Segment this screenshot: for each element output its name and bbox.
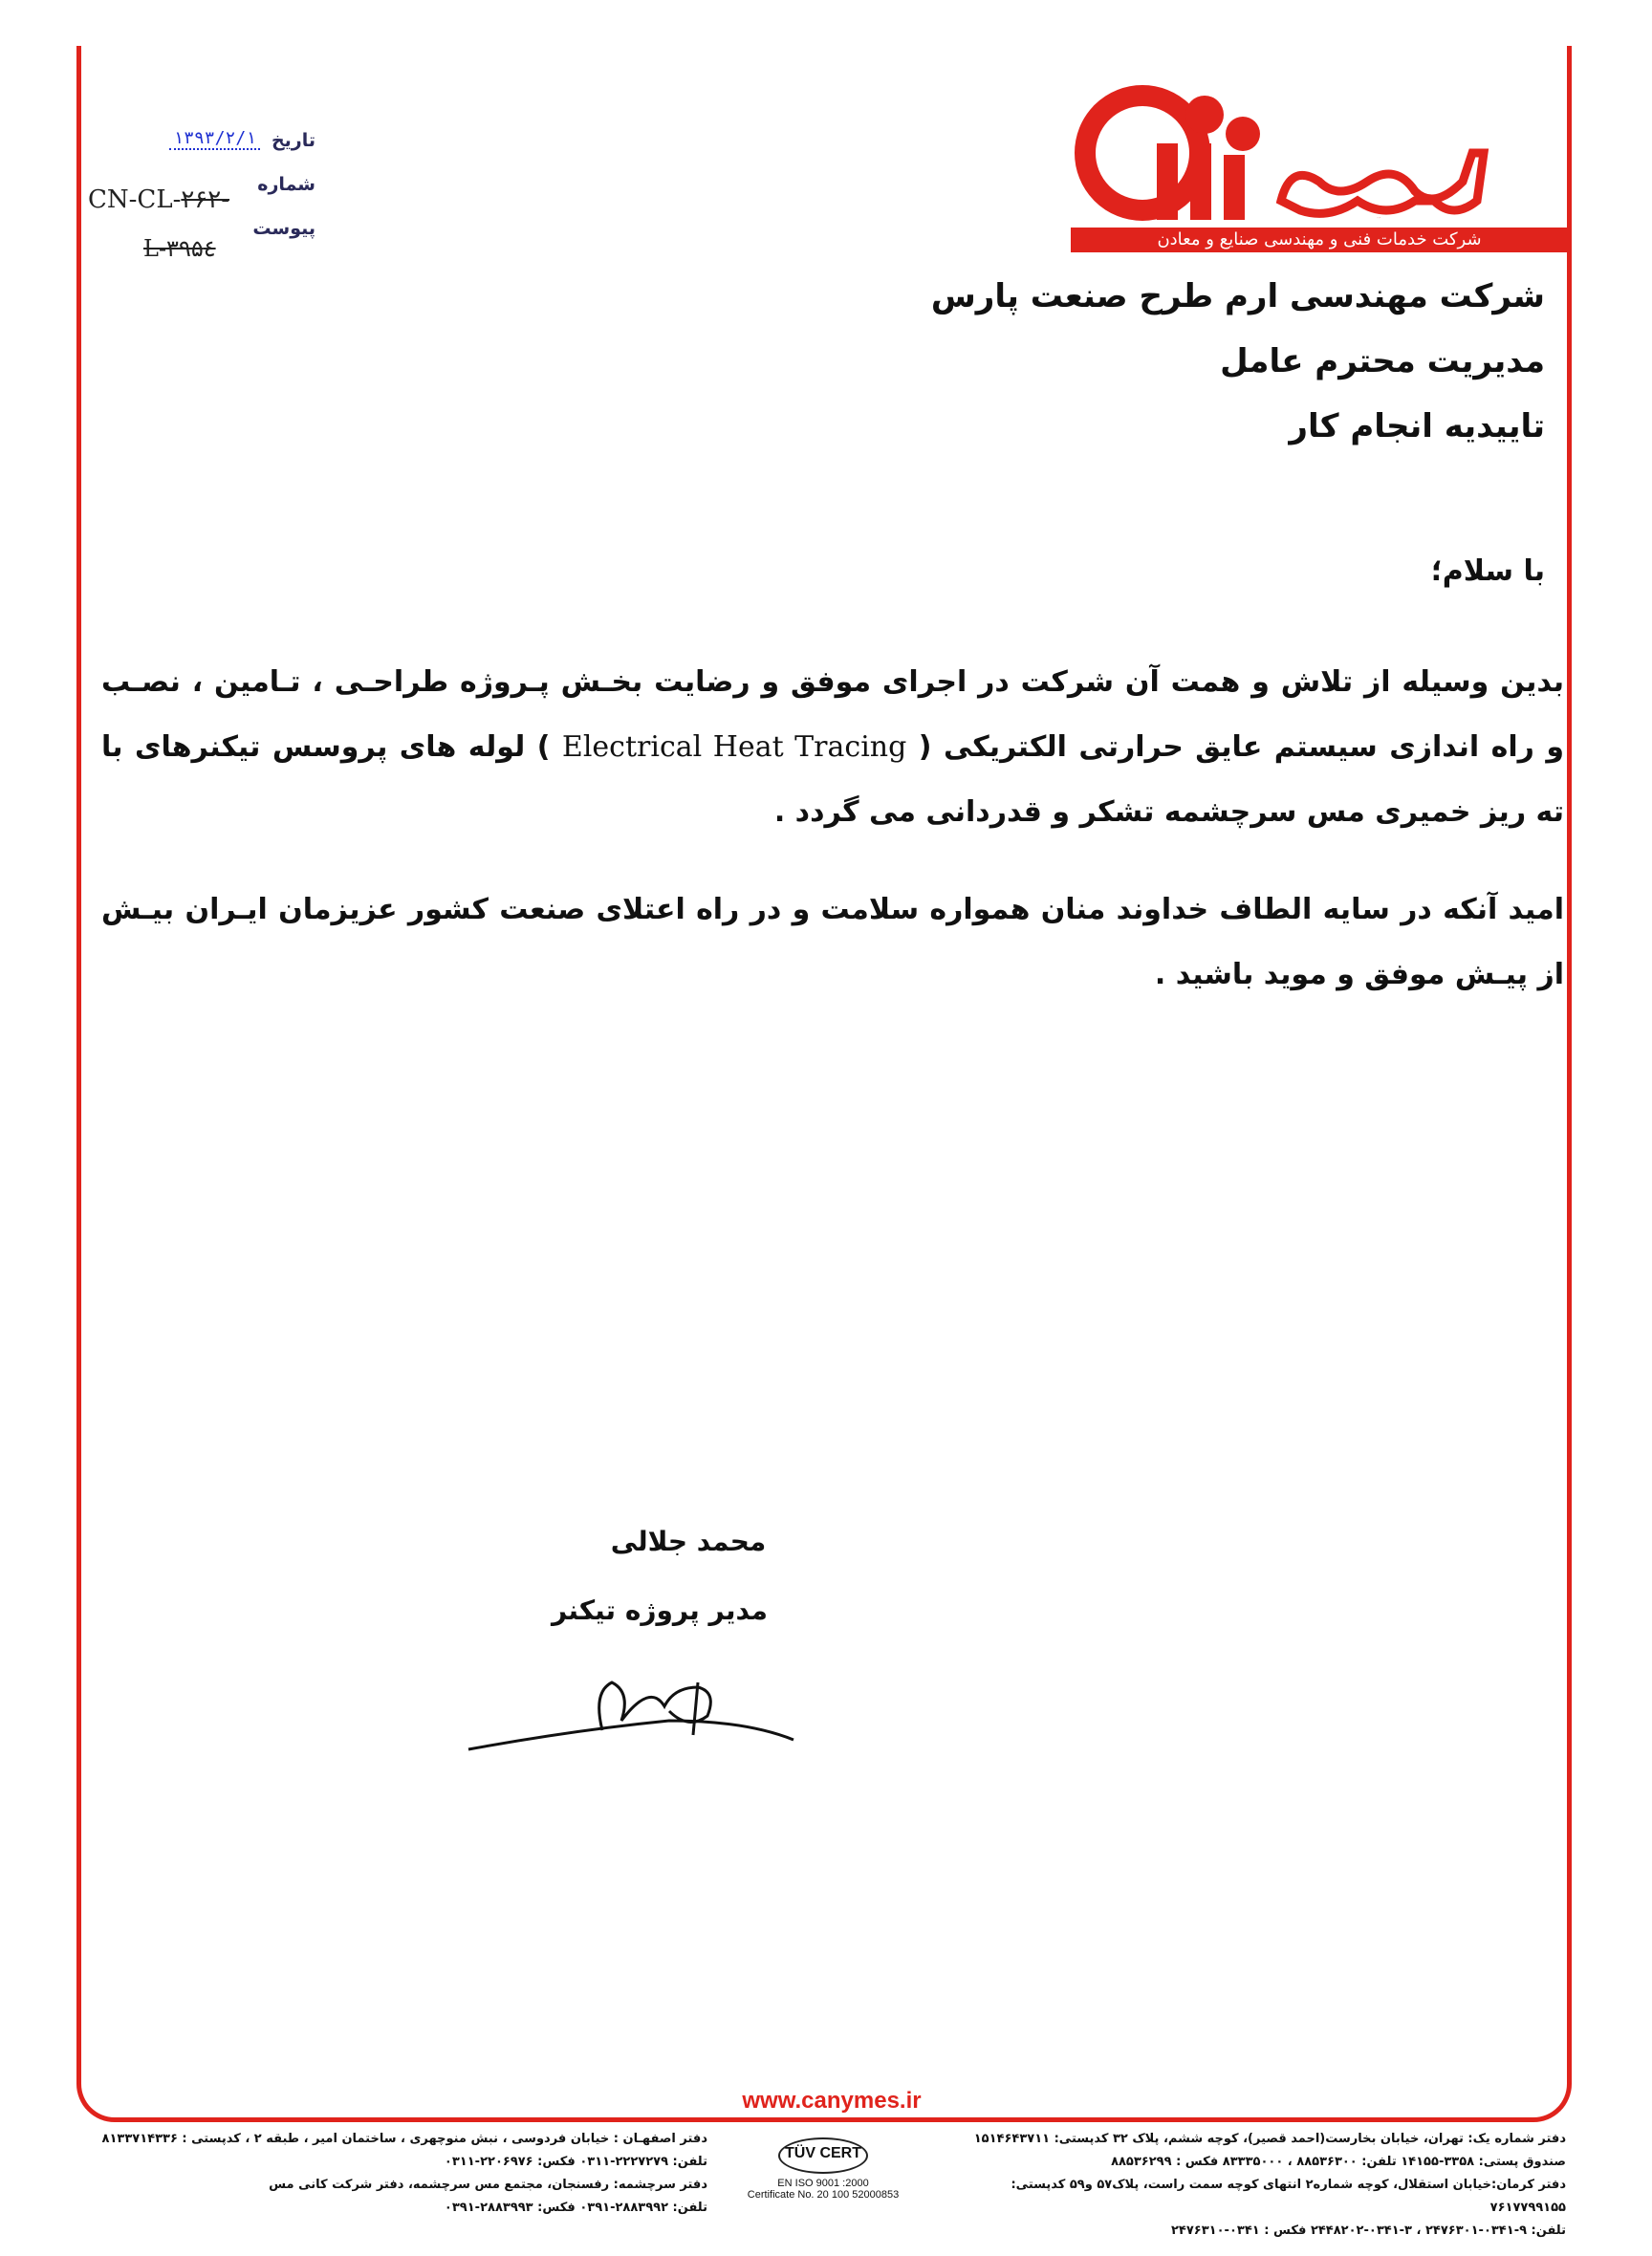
kerman-line-1: دفتر کرمان:خیابان استقلال، کوچه شماره۲ انتهای کوچه سمت راست، پلاک۵۷ و۵۹ کدپستی: ۷۶۱۷۷۹۹۱۵۵ <box>1011 2178 1566 2215</box>
tuv-cert-badge: TÜV CERT <box>778 2137 868 2174</box>
tehran-line-2: صندوق پستی: ۳۳۵۸-۱۴۱۵۵ تلفن: ۸۸۵۳۶۳۰۰ ، ۸۳۳۳۵۰۰۰ فکس : ۸۸۵۳۶۲۹۹ <box>1111 2155 1566 2169</box>
recipient-block <box>685 277 1545 472</box>
isfahan-line-2: تلفن: ۲۲۲۷۲۷۹-۰۳۱۱ فکس: ۲۲۰۶۹۷۶-۰۳۱۱ <box>444 2155 707 2169</box>
paragraph-2: امید آنکه در سایه الطاف خداوند منان همواره سلامت و در راه اعتلای صنعت کشور عزیزمان ایـران بیـش از پیـش موفق و موید باشید . <box>101 893 1564 991</box>
sarcheshmeh-line-1: دفتر سرچشمه: رفسنجان، مجتمع مس سرچشمه، دفتر شرکت کانی مس <box>269 2178 707 2192</box>
isfahan-line-1: دفتر اصفهـان : خیابان فردوسی ، نبش منوچهری ، ساختمان امیر ، طبقه ۲ ، کدپستی : ۸۱۳۳۷۱۴۳۳۶ <box>101 2132 707 2146</box>
cert-iso: EN ISO 9001 :2000 <box>777 2178 869 2189</box>
recipient-company: شرکت مهندسی ارم طرح صنعت پارس <box>930 277 1545 315</box>
signatory-title: مدیر پروژه تیکنر <box>552 1594 768 1626</box>
number-label: شماره <box>257 174 315 195</box>
paragraph-1-part-b: ) لوله های پروسس تیکنرهای با ته ریز خمیری مس سرچشمه تشکر و قدردانی می گردد . <box>101 730 1564 829</box>
cert-number: Certificate No. 20 100 52000853 <box>747 2189 900 2201</box>
reference-number <box>88 185 229 214</box>
tagline-bar: شرکت خدمات فنی و مهندسی صنایع و معادن <box>1071 228 1568 252</box>
handwritten-signature <box>459 1663 803 1778</box>
date-label: تاریخ <box>271 130 315 151</box>
ref-number: ۲۶۲- <box>181 185 230 214</box>
letter-body <box>101 650 1564 1040</box>
sarcheshmeh-line-2: تلفن: ۲۸۸۳۹۹۲-۰۳۹۱ فکس: ۲۸۸۳۹۹۳-۰۳۹۱ <box>444 2201 707 2215</box>
paragraph-1 <box>101 650 1564 845</box>
paragraph-1-latin: Electrical Heat Tracing <box>561 730 907 764</box>
date-value: ۱۳۹۳/۲/۱ <box>169 128 260 150</box>
kerman-line-2: تلفن: ۹-۰۳۴۱-۲۴۷۶۳۰۱ ، ۳-۰۳۴۱-۲۴۴۸۲۰۲ فکس : ۰۳۴۱-۲۴۷۶۳۱۰ <box>1171 2223 1566 2238</box>
date-row <box>86 130 315 174</box>
footer-offices-left <box>96 2128 707 2220</box>
ref-code: CN-CL- <box>88 185 182 214</box>
greeting: با سلام؛ <box>1430 554 1545 588</box>
attachment-label: پیوست <box>252 218 315 239</box>
certification <box>742 2137 904 2201</box>
tehran-line-1: دفتر شماره یک: تهران، خیابان بخارست(احمد قصیر)، کوچه ششم، پلاک ۳۲ کدپستی: ۱۵۱۴۶۴۳۷۱۱ <box>973 2132 1566 2146</box>
letter-subject: تاییدیه انجام کار <box>1289 407 1545 445</box>
recipient-addressee: مدیریت محترم عامل <box>1220 342 1545 380</box>
paragraph-1-part-a: بدین وسیله از تلاش و همت آن شرکت در اجرای موفق و رضایت بخـش پـروژه طراحـی ، تـامین ، نصـب و راه اندازی سیستم عایق حرارتی الکتریکی ( <box>101 665 1564 764</box>
brand-name: کانی مس <box>1377 218 1381 219</box>
reference-line-2: L-۳۹۵٤ <box>143 235 216 262</box>
footer-offices-right <box>954 2128 1566 2243</box>
website-link[interactable]: www.canymes.ir <box>742 2088 922 2114</box>
signatory-name: محمد جلالی <box>610 1526 767 1557</box>
